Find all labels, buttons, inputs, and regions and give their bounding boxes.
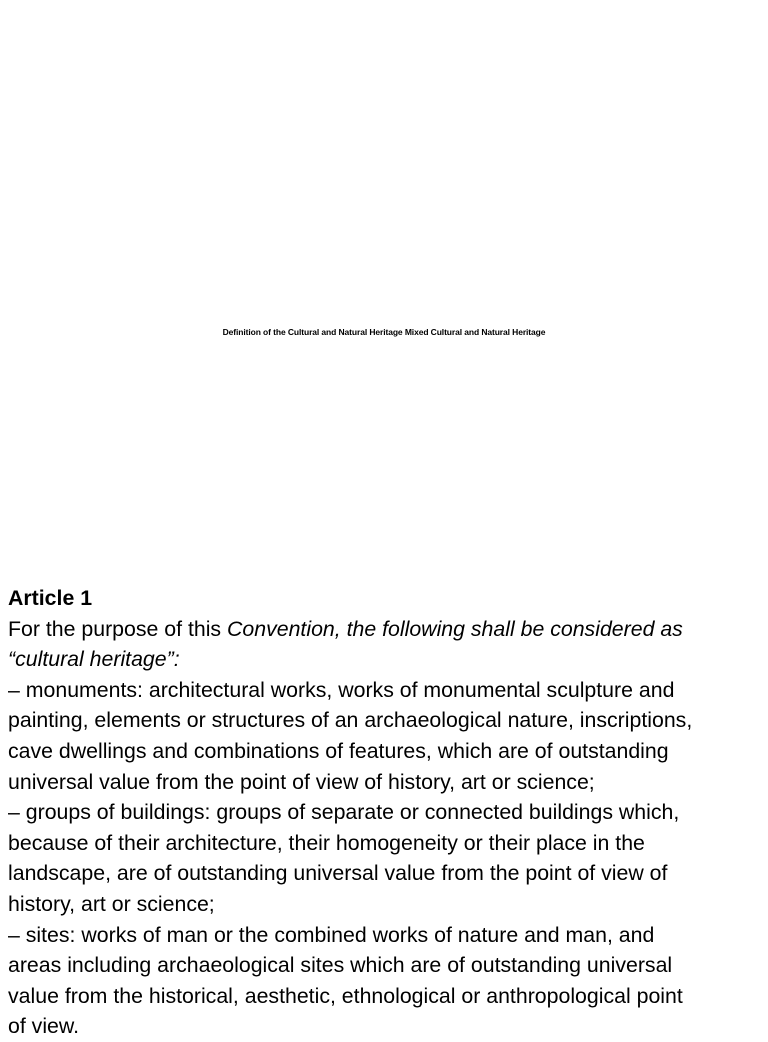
article-line: because of their architecture, their homogeneity or their place in the <box>8 830 645 855</box>
article-line: landscape, are of outstanding universal value from the point of view of <box>8 861 668 886</box>
article-intro-italic: Convention, the following shall be considered as <box>227 616 683 641</box>
article-line: universal value from the point of view of history, art or science; <box>8 769 595 794</box>
article-heading: Article 1 <box>8 586 93 610</box>
article-intro-line <box>8 614 768 645</box>
article-intro-line-2: “cultural heritage”: <box>8 647 180 672</box>
slide-title: Definition of the Cultural and Natural Heritage Mixed Cultural and Natural Heritage <box>222 327 546 337</box>
article-line: value from the historical, aesthetic, ethnological or anthropological point <box>8 983 683 1008</box>
article-line: – monuments: architectural works, works of monumental sculpture and <box>8 677 675 702</box>
article-line: painting, elements or structures of an archaeological nature, inscriptions, <box>8 708 693 733</box>
article-line: of view. <box>8 1014 80 1039</box>
article-line: areas including archaeological sites which are of outstanding universal <box>8 953 673 978</box>
article-line: cave dwellings and combinations of features, which are of outstanding <box>8 738 669 763</box>
article-line: – groups of buildings: groups of separate or connected buildings which, <box>8 800 680 825</box>
article-line: – sites: works of man or the combined works of nature and man, and <box>8 922 655 947</box>
article-body <box>8 583 768 1042</box>
article-line: history, art or science; <box>8 891 215 916</box>
article-intro-plain: For the purpose of this <box>8 616 228 641</box>
